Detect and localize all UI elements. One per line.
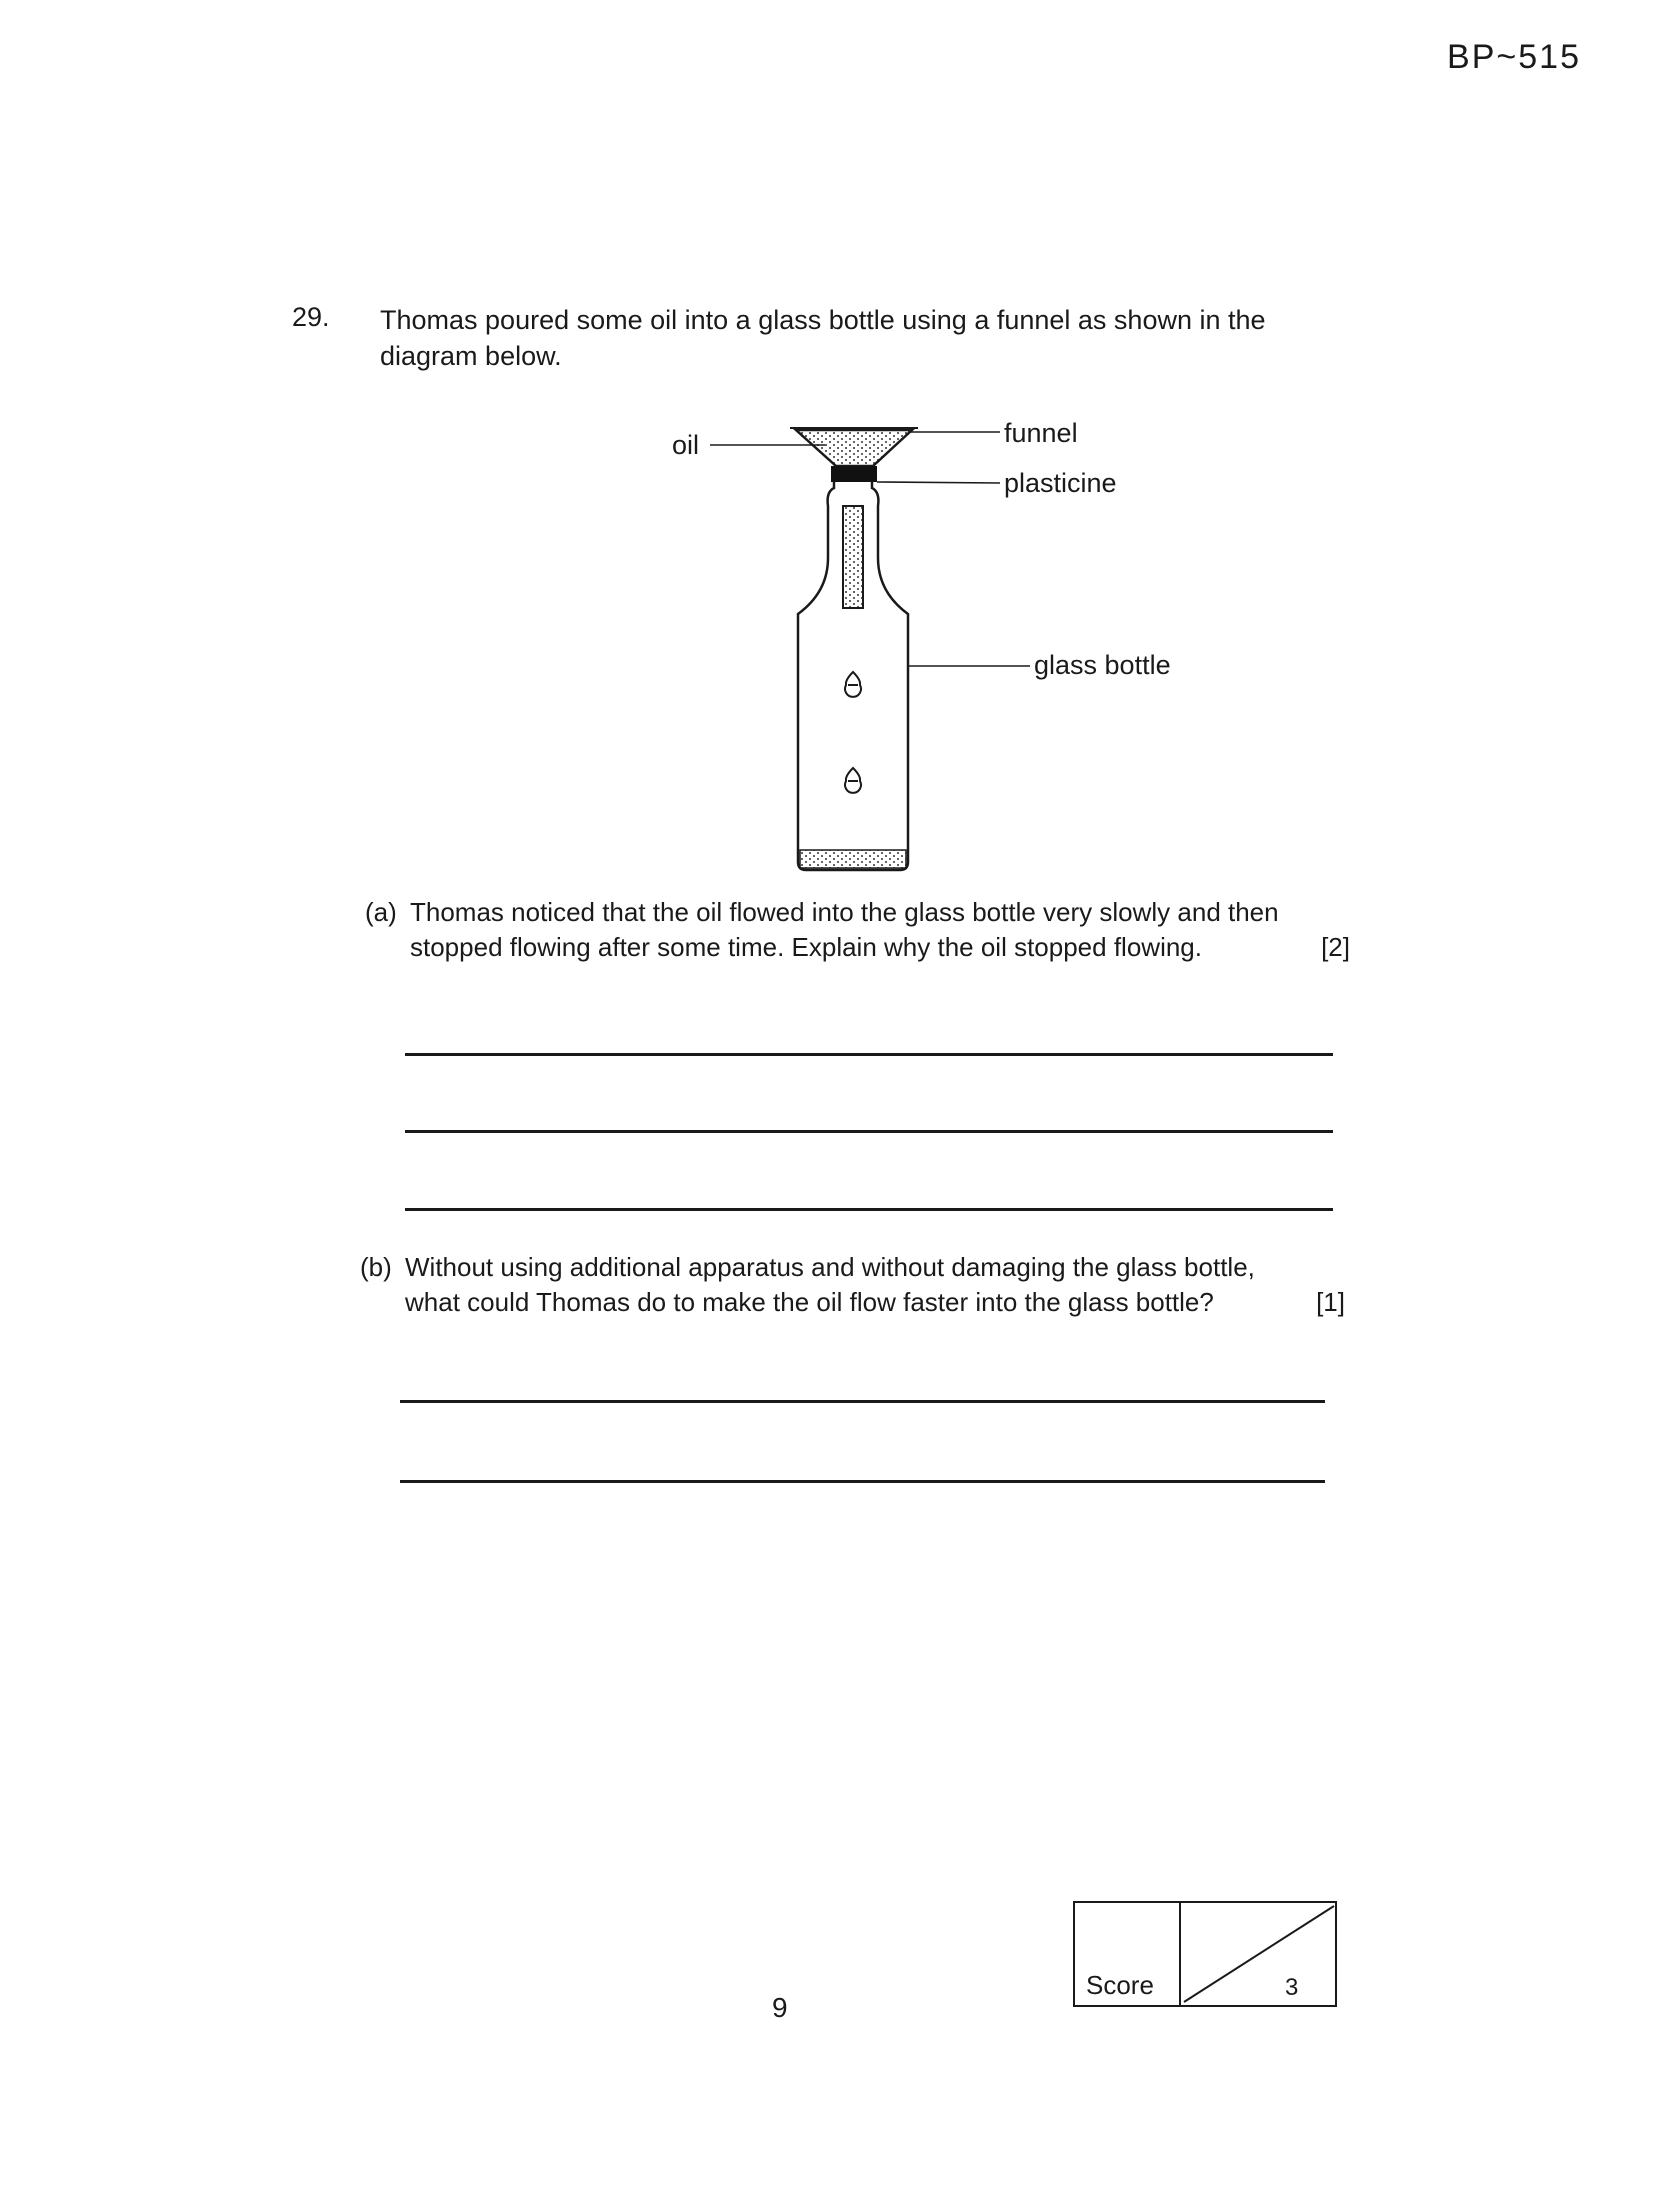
glass-bottle-label: glass bottle [1034,650,1171,680]
plasticine-shape [831,466,877,482]
oil-at-bottom [800,850,906,868]
score-label: Score [1086,1970,1154,2000]
part-a-label: (a) [365,897,397,927]
score-box [1072,1900,1342,2010]
answer-line-b2[interactable] [400,1480,1325,1483]
answer-line-a1[interactable] [405,1053,1333,1056]
part-a-marks: [2] [1321,932,1350,962]
part-b [360,1250,1345,1320]
part-b-text: Without using additional apparatus and without damaging the glass bottle, what could Thomas do to make the oil flow faster into the glass bottle? [405,1252,1255,1317]
question-text: Thomas poured some oil into a glass bottle using a funnel as shown in the diagram below. [380,305,1266,371]
answer-line-a3[interactable] [405,1208,1333,1211]
funnel-shape [790,428,918,466]
oil-drops [845,672,861,793]
score-total: 3 [1285,1974,1299,2001]
part-a [365,895,1350,965]
question-number: 29. [292,302,330,332]
paper-code: BP~515 [1447,38,1581,76]
answer-line-a2[interactable] [405,1130,1333,1133]
funnel-bottle-drawing [660,410,1220,880]
funnel-stem [843,506,863,608]
apparatus-diagram [660,410,1220,880]
funnel-label: funnel [1004,418,1078,448]
part-a-text: Thomas noticed that the oil flowed into the glass bottle very slowly and then stopped flowing after some time. Explain why the oil stopped flowing. [410,897,1279,962]
page-number: 9 [772,1992,788,2023]
part-b-label: (b) [360,1252,392,1282]
plasticine-label: plasticine [1004,468,1117,498]
answer-line-b1[interactable] [400,1400,1325,1403]
oil-label: oil [672,430,700,460]
part-b-marks: [1] [1316,1287,1345,1317]
